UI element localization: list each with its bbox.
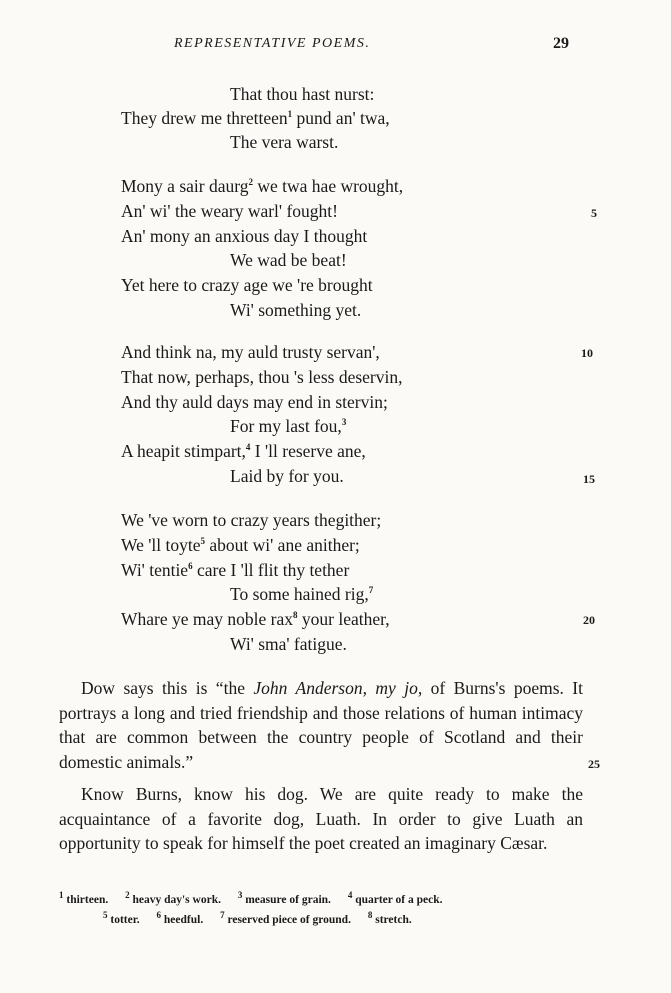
line-number: 25 [588, 757, 600, 771]
verse-line: We 'll toyte$^5$ about wi' ane anither; [121, 535, 360, 555]
footnote: $^8$ stretch. [367, 910, 412, 926]
verse-line: They drew me thretteen$^1$ pund an' twa, [121, 108, 390, 128]
verse-line: Wi' something yet. [230, 300, 362, 320]
verse-line: Wi' sma' fatigue. [230, 634, 347, 654]
footnote: $^3$ measure of grain. [237, 890, 331, 906]
footnote: $^2$ heavy day's work. [125, 890, 221, 906]
verse-line: The vera warst. [230, 132, 339, 152]
footnote: $^4$ quarter of a peck. [347, 890, 443, 906]
line-number: 10 [581, 346, 593, 360]
commentary [59, 676, 600, 856]
verse-line: Wi' tentie$^6$ care I 'll flit thy tether [121, 560, 350, 580]
footnote-marker: 3 [341, 417, 347, 428]
footnote: $^6$ heedful. [156, 910, 204, 926]
footnote-row [59, 890, 457, 906]
footnote-marker: 7 [368, 585, 374, 596]
running-title: REPRESENTATIVE POEMS. [174, 36, 371, 51]
verse-line: And think na, my auld trusty servan', [121, 342, 380, 362]
verse-line: Yet here to crazy age we 're brought [121, 275, 373, 295]
running-head [0, 36, 671, 60]
footnote-marker: 6 [188, 561, 193, 572]
line-number: 5 [591, 206, 597, 220]
commentary-paragraph: Know Burns, know his dog. We are quite ready to make the acquaintance of a favorite dog, Luath. In order to give Luath an opportunity to speak for himself the poet created an imaginary Cæsar. [59, 784, 583, 853]
italic-title: John Anderson, my jo, [253, 678, 423, 698]
verse-line: For my last fou,$^3$ [230, 416, 347, 436]
footnote: $^5$ totter. [103, 910, 140, 926]
verse-line: And thy auld days may end in stervin; [121, 392, 388, 412]
line-number: 20 [583, 613, 595, 627]
verse-line: We 've worn to crazy years thegither; [121, 510, 382, 530]
footnote-marker: 1 [287, 109, 293, 120]
verse-line: We wad be beat! [230, 250, 347, 270]
verse-line: An' wi' the weary warl' fought! [121, 201, 338, 221]
footnote: $^7$ reserved piece of ground. [220, 910, 351, 926]
verse-line: Whare ye may noble rax$^8$ your leather, [121, 609, 390, 629]
commentary-paragraph: Dow says this is “the John Anderson, my jo, of Burns's poems. It portrays a long and tried friendship and those relations of human intimacy that are common between the country people of Scotland and their domestic animals.” [59, 678, 583, 772]
footnote-marker: 4 [245, 442, 251, 453]
footnote-marker: 2 [248, 177, 253, 188]
footnote-marker: 5 [200, 536, 206, 547]
footnote-marker: 8 [293, 610, 298, 621]
footnote: $^1$ thirteen. [59, 890, 109, 906]
verse-line: That now, perhaps, thou 's less deservin, [121, 367, 403, 387]
footnote-row [103, 910, 426, 926]
page-number: 29 [553, 35, 569, 52]
line-number: 15 [583, 472, 595, 486]
verse-line: That thou hast nurst: [230, 84, 375, 104]
verse-line: To some hained rig,$^7$ [230, 584, 374, 604]
verse-line: Mony a sair daurg$^2$ we twa hae wrought, [121, 176, 404, 196]
verse-line: Laid by for you. [230, 466, 344, 486]
verse-line: An' mony an anxious day I thought [121, 226, 368, 246]
verse-line: A heapit stimpart,$^4$ I 'll reserve ane, [121, 441, 366, 461]
